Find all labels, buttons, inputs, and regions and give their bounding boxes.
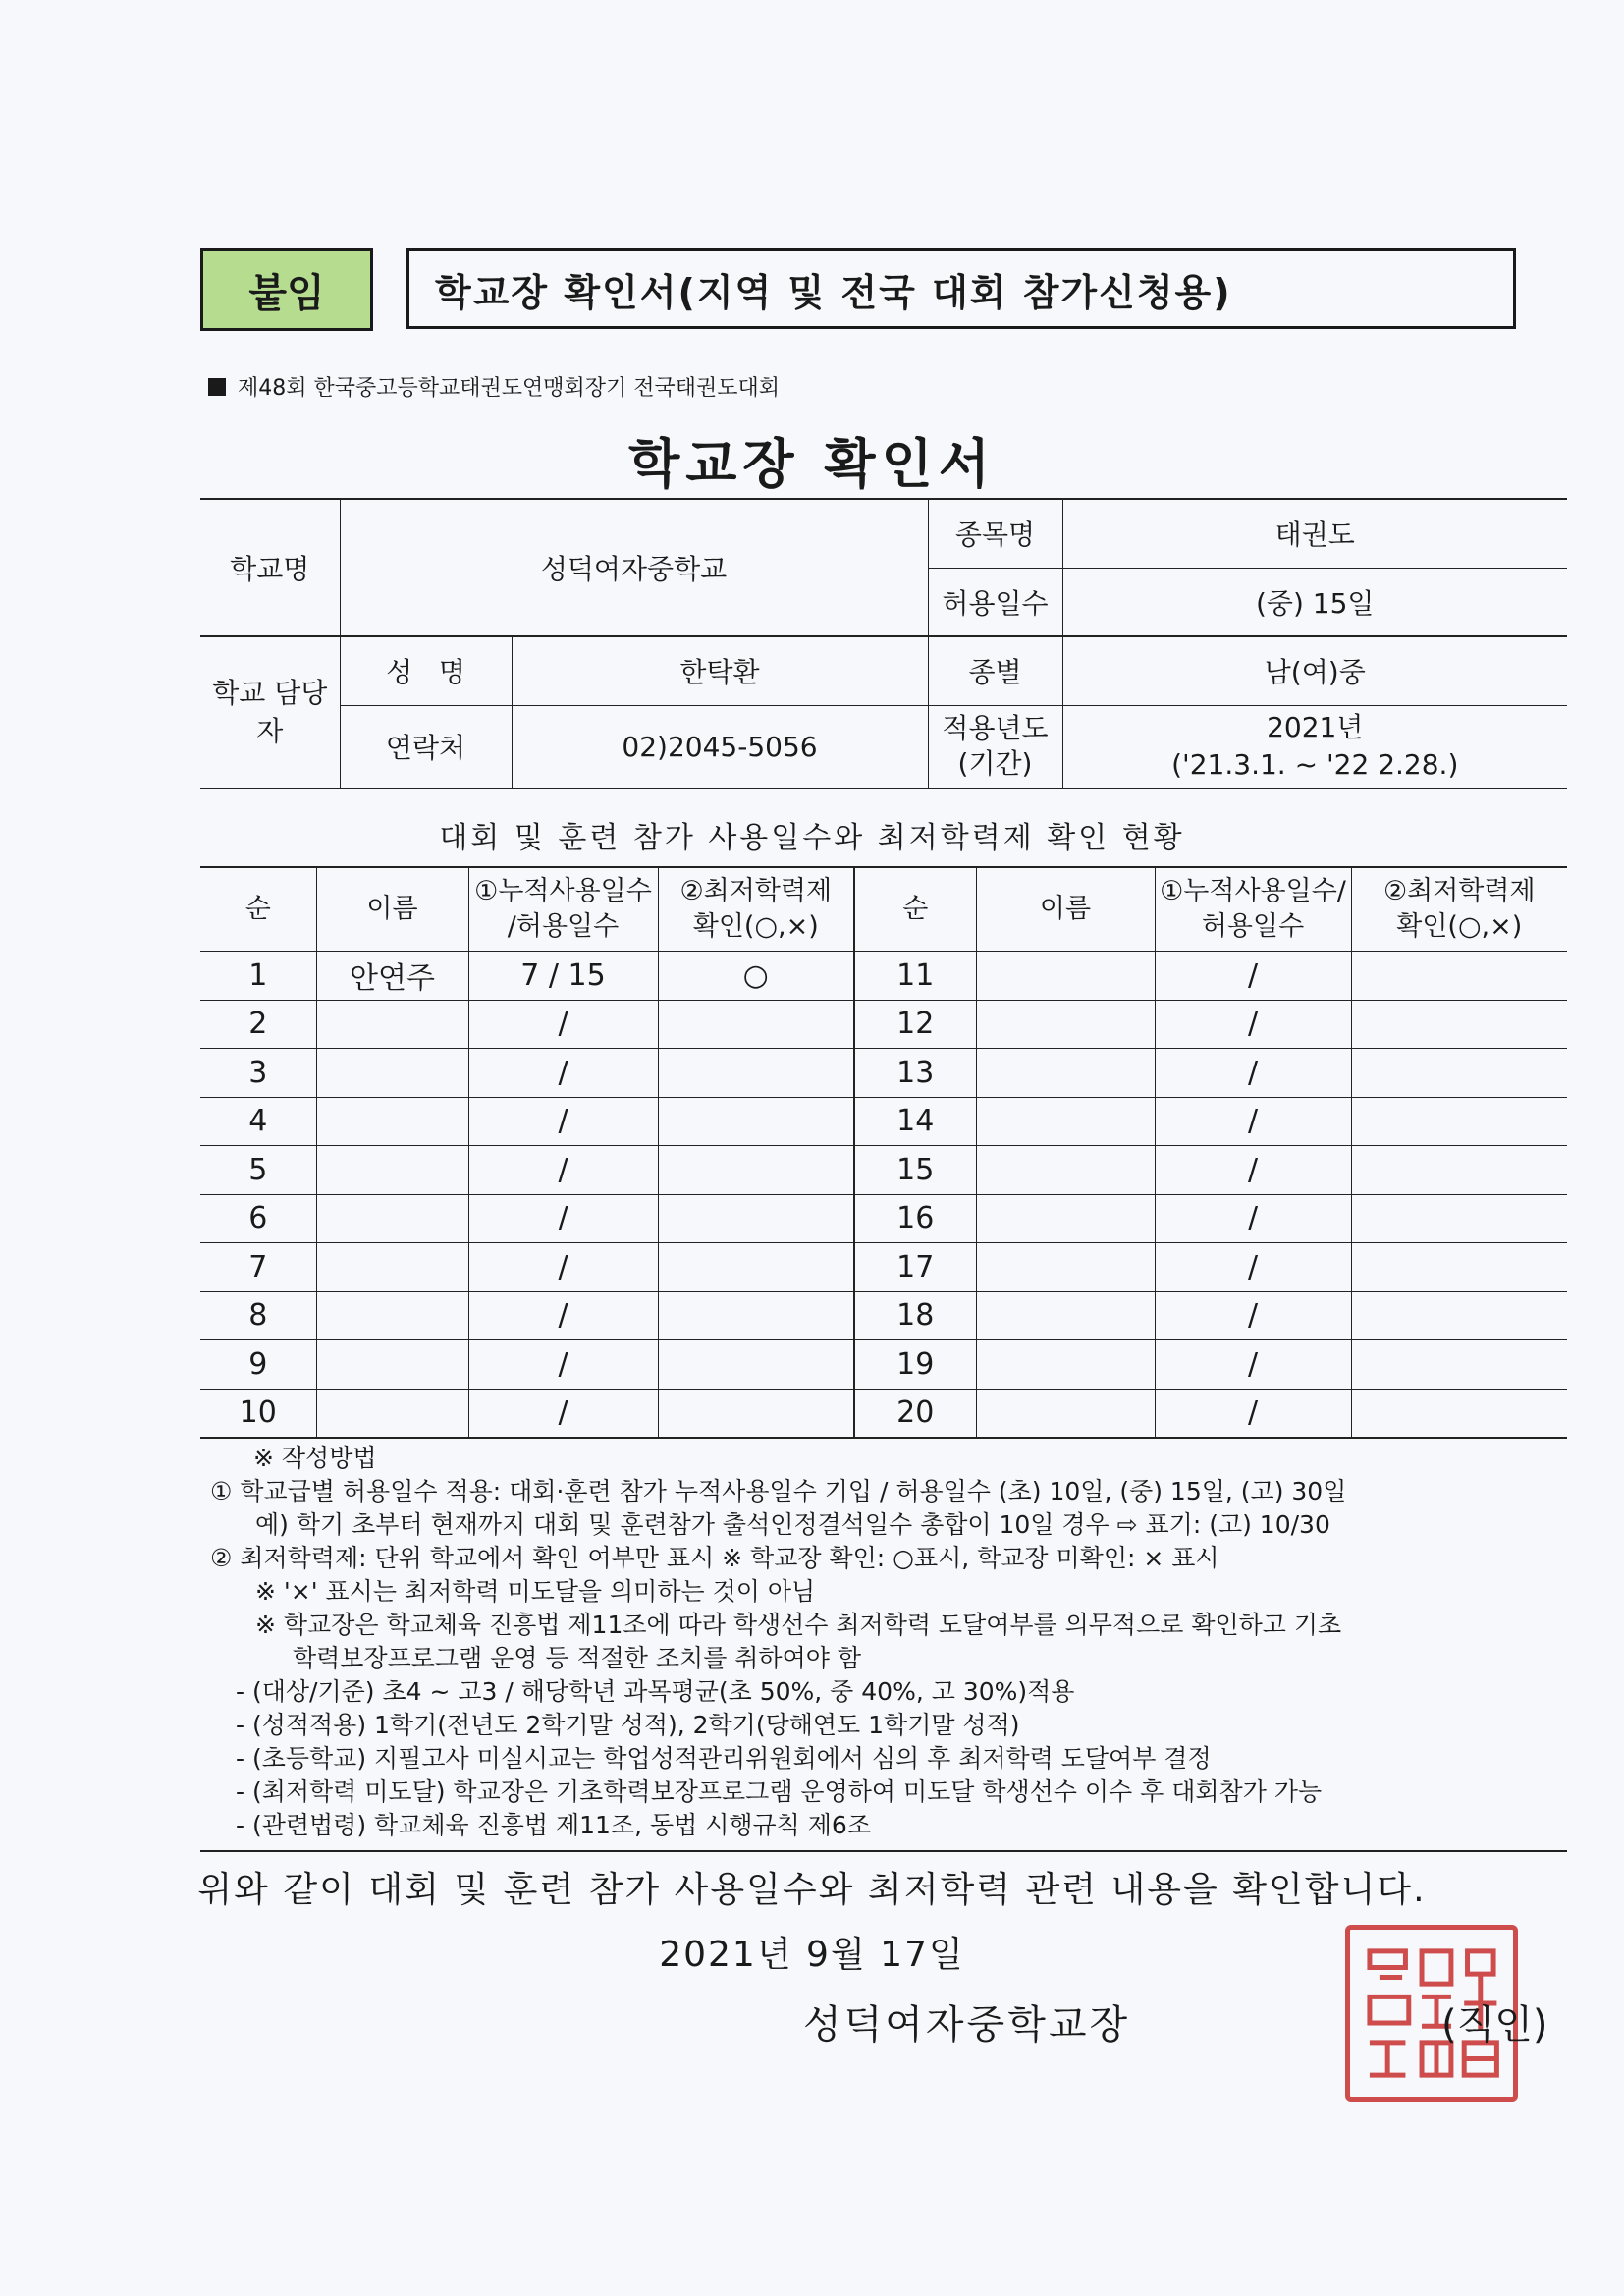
table-row: [200, 1243, 1567, 1292]
row-days-2: /: [1155, 1146, 1351, 1195]
table-row: [200, 952, 1567, 1001]
row-no: 6: [200, 1194, 316, 1243]
attachment-badge: 붙임: [200, 248, 373, 331]
header-academic-line1: ②최저학력제: [679, 875, 833, 906]
year-cell: [1062, 705, 1567, 788]
row-academic-2: [1351, 1291, 1567, 1340]
divider: [200, 1850, 1567, 1852]
contact-label: 연락처: [340, 705, 512, 788]
square-bullet-icon: [208, 378, 226, 396]
row-name: [316, 1000, 468, 1049]
principal-name: 성덕여자중학교장: [803, 2002, 1131, 2048]
row-no-2: 15: [854, 1146, 976, 1195]
row-name-2: [976, 1243, 1155, 1292]
row-days-2: /: [1155, 1243, 1351, 1292]
row-name: [316, 1340, 468, 1390]
note-dash-2: - (성적적용) 1학기(전년도 2학기말 성적), 2학기(당해연도 1학기말 성적): [236, 1711, 1020, 1739]
allowed-days-value: (중) 15일: [1062, 568, 1567, 636]
table-row: [200, 1049, 1567, 1098]
row-no-2: 18: [854, 1291, 976, 1340]
row-academic: [658, 1000, 854, 1049]
row-no: 2: [200, 1000, 316, 1049]
confirmation-text: 위와 같이 대회 및 훈련 참가 사용일수와 최저학력 관련 내용을 확인합니다.: [197, 1870, 1427, 1910]
note-2: ② 최저학력제: 단위 학교에서 확인 여부만 표시 ※ 학교장 확인: ○표시, 학교장 미확인: × 표시: [210, 1544, 1219, 1572]
header-days-2: [1155, 867, 1351, 952]
row-academic-2: [1351, 1389, 1567, 1438]
row-name-2: [976, 1340, 1155, 1390]
row-name: [316, 1243, 468, 1292]
row-name: [316, 1146, 468, 1195]
row-academic-2: [1351, 1243, 1567, 1292]
table-row: [200, 1291, 1567, 1340]
row-days: /: [468, 1146, 658, 1195]
table-row: [200, 1340, 1567, 1390]
header-name-2: 이름: [976, 867, 1155, 952]
row-no-2: 17: [854, 1243, 976, 1292]
row-name: 안연주: [316, 952, 468, 1001]
school-name-label: 학교명: [200, 499, 340, 636]
row-days-2: /: [1155, 1194, 1351, 1243]
row-days: /: [468, 1049, 658, 1098]
note-3: ※ '×' 표시는 최저학력 미도달을 의미하는 것이 아님: [255, 1577, 816, 1606]
row-no-2: 13: [854, 1049, 976, 1098]
note-4-cont: 학력보장프로그램 운영 등 적절한 조치를 취하여야 함: [293, 1644, 861, 1672]
note-dash-3: - (초등학교) 지필고사 미실시교는 학업성적관리위원회에서 심의 후 최저학력 도달여부 결정: [236, 1744, 1212, 1773]
row-days-2: /: [1155, 1000, 1351, 1049]
row-name-2: [976, 1049, 1155, 1098]
section-heading: 대회 및 훈련 참가 사용일수와 최저학력제 확인 현황: [439, 821, 1185, 855]
row-name: [316, 1097, 468, 1146]
row-days: /: [468, 1243, 658, 1292]
category-value: 남(여)중: [1062, 636, 1567, 705]
event-name: 제48회 한국중고등학교태권도연맹회장기 전국태권도대회: [238, 376, 781, 401]
row-name-2: [976, 1000, 1155, 1049]
header-academic-2-line1: ②최저학력제: [1382, 875, 1536, 906]
manager-name-value: 한탁환: [512, 636, 928, 705]
row-academic: ○: [658, 952, 854, 1001]
row-name-2: [976, 1194, 1155, 1243]
category-label: 종별: [928, 636, 1062, 705]
allowed-days-label: 허용일수: [928, 568, 1062, 636]
school-name-value: 성덕여자중학교: [340, 499, 928, 636]
row-days-2: /: [1155, 1389, 1351, 1438]
row-academic-2: [1351, 1097, 1567, 1146]
period-value: ('21.3.1. ~ '22 2.28.): [1171, 748, 1459, 781]
table-row: [200, 1146, 1567, 1195]
form-title: 학교장 확인서(지역 및 전국 대회 참가신청용): [406, 248, 1516, 329]
row-name-2: [976, 1097, 1155, 1146]
row-no-2: 16: [854, 1194, 976, 1243]
manager-label: 학교 담당자: [200, 636, 340, 788]
row-name: [316, 1194, 468, 1243]
header-days-line2: /허용일수: [507, 911, 620, 942]
row-academic: [658, 1389, 854, 1438]
row-days-2: /: [1155, 952, 1351, 1001]
contact-value: 02)2045-5056: [512, 705, 928, 788]
row-days-2: /: [1155, 1097, 1351, 1146]
row-days: /: [468, 1389, 658, 1438]
seal-label: (직인): [1441, 2002, 1548, 2048]
row-no: 4: [200, 1097, 316, 1146]
page-title: 학교장 확인서: [628, 433, 996, 495]
row-days: /: [468, 1194, 658, 1243]
row-name-2: [976, 952, 1155, 1001]
event-type-label: 종목명: [928, 499, 1062, 568]
header-days-2-line2: 허용일수: [1201, 911, 1305, 942]
table-header-row: [200, 867, 1567, 952]
note-1: ① 학교급별 허용일수 적용: 대회·훈련 참가 누적사용일수 기입 / 허용일수 (초) 10일, (중) 15일, (고) 30일: [210, 1477, 1347, 1505]
row-name-2: [976, 1291, 1155, 1340]
row-days: 7 / 15: [468, 952, 658, 1001]
row-academic: [658, 1243, 854, 1292]
event-type-value: 태권도: [1062, 499, 1567, 568]
row-name-2: [976, 1146, 1155, 1195]
row-no-2: 19: [854, 1340, 976, 1390]
row-academic: [658, 1194, 854, 1243]
year-label: 적용년도 (기간): [928, 705, 1062, 788]
row-days-2: /: [1155, 1340, 1351, 1390]
row-academic: [658, 1049, 854, 1098]
table-row: [200, 1097, 1567, 1146]
row-academic-2: [1351, 1000, 1567, 1049]
row-no: 5: [200, 1146, 316, 1195]
event-line: [208, 371, 780, 402]
row-academic: [658, 1097, 854, 1146]
name-label: 성 명: [340, 636, 512, 705]
row-name-2: [976, 1389, 1155, 1438]
row-days-2: /: [1155, 1291, 1351, 1340]
note-dash-5: - (관련법령) 학교체육 진흥법 제11조, 동법 시행규칙 제6조: [236, 1811, 871, 1839]
header-academic-2: [1351, 867, 1567, 952]
header-no: 순: [200, 867, 316, 952]
header-days-2-line1: ①누적사용일수/: [1160, 875, 1346, 906]
note-4: ※ 학교장은 학교체육 진흥법 제11조에 따라 학생선수 최저학력 도달여부를 의무적으로 확인하고 기초: [255, 1611, 1342, 1639]
row-days: /: [468, 1000, 658, 1049]
row-academic-2: [1351, 1049, 1567, 1098]
row-name: [316, 1389, 468, 1438]
instructions: [210, 1442, 1575, 1842]
row-days: /: [468, 1340, 658, 1390]
notes-title: ※ 작성방법: [253, 1444, 377, 1472]
row-days: /: [468, 1097, 658, 1146]
row-academic-2: [1351, 1194, 1567, 1243]
table-row: [200, 1389, 1567, 1438]
row-no: 8: [200, 1291, 316, 1340]
row-no-2: 12: [854, 1000, 976, 1049]
header-academic-2-line2: 확인(○,×): [1396, 911, 1523, 942]
row-no: 9: [200, 1340, 316, 1390]
row-name: [316, 1049, 468, 1098]
issue-date: 2021년 9월 17일: [659, 1935, 965, 1975]
header-academic-line2: 확인(○,×): [692, 911, 819, 942]
row-academic: [658, 1291, 854, 1340]
row-academic: [658, 1146, 854, 1195]
header-days: [468, 867, 658, 952]
row-no: 10: [200, 1389, 316, 1438]
row-no-2: 20: [854, 1389, 976, 1438]
year-value: 2021년: [1267, 711, 1364, 744]
header-academic: [658, 867, 854, 952]
row-academic-2: [1351, 1146, 1567, 1195]
row-academic-2: [1351, 952, 1567, 1001]
row-no: 3: [200, 1049, 316, 1098]
row-days: /: [468, 1291, 658, 1340]
note-1-example: 예) 학기 초부터 현재까지 대회 및 훈련참가 출석인정결석일수 총합이 10일 경우 ⇨ 표기: (고) 10/30: [255, 1510, 1330, 1539]
row-days-2: /: [1155, 1049, 1351, 1098]
school-info-table: [200, 498, 1567, 789]
header-days-line1: ①누적사용일수: [474, 875, 652, 906]
row-no: 7: [200, 1243, 316, 1292]
row-academic: [658, 1340, 854, 1390]
table-row: [200, 1000, 1567, 1049]
row-name: [316, 1291, 468, 1340]
table-row: [200, 1194, 1567, 1243]
athletes-table: [200, 866, 1567, 1439]
header-name: 이름: [316, 867, 468, 952]
row-academic-2: [1351, 1340, 1567, 1390]
note-dash-4: - (최저학력 미도달) 학교장은 기초학력보장프로그램 운영하여 미도달 학생선수 이수 후 대회참가 가능: [236, 1777, 1323, 1806]
note-dash-1: - (대상/기준) 초4 ~ 고3 / 해당학년 과목평균(초 50%, 중 40%, 고 30%)적용: [236, 1677, 1075, 1706]
row-no: 1: [200, 952, 316, 1001]
row-no-2: 14: [854, 1097, 976, 1146]
header-no-2: 순: [854, 867, 976, 952]
row-no-2: 11: [854, 952, 976, 1001]
